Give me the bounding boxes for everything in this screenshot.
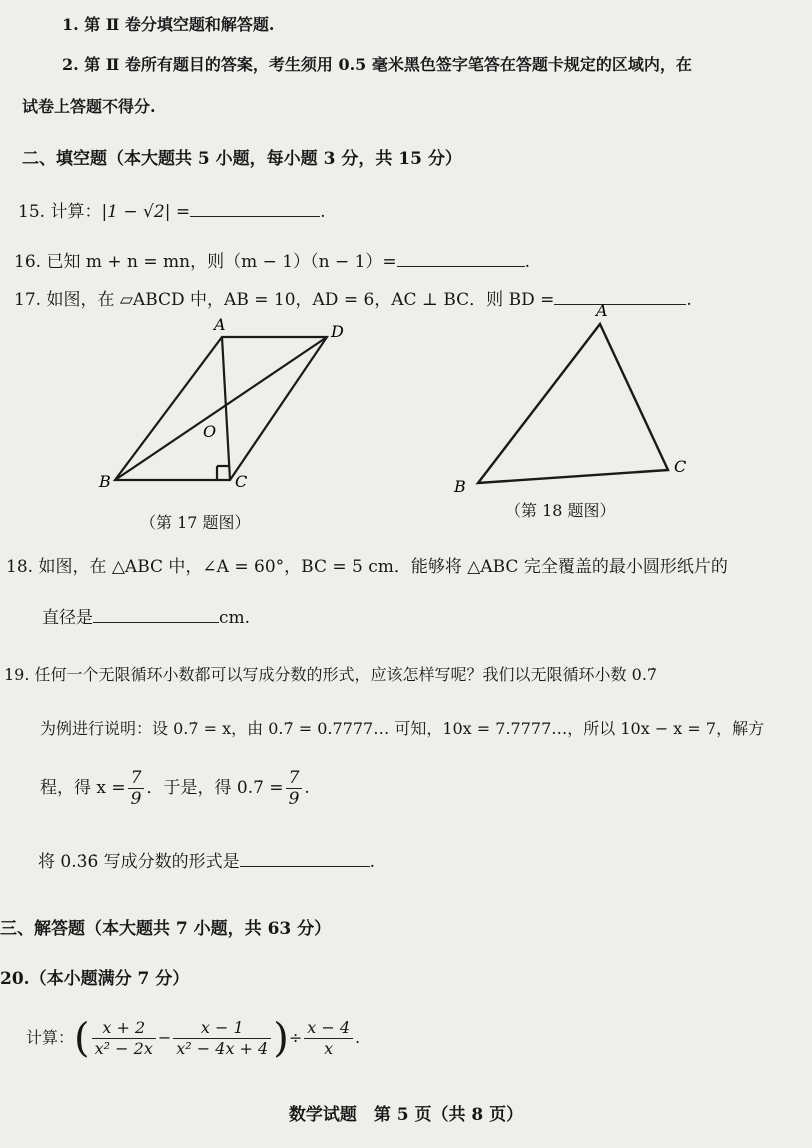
q16-answer-blank[interactable] — [397, 250, 525, 267]
q20-f3-den: x — [324, 1039, 334, 1058]
question-16 — [14, 250, 530, 273]
question-18-line-2 — [42, 606, 250, 629]
q20-fraction-2 — [173, 1018, 271, 1059]
q19-fraction-2 — [286, 768, 303, 809]
q20-text: 计算： — [26, 1028, 75, 1047]
q18-number: 18. — [6, 557, 34, 577]
fig18-label-a: A — [596, 301, 608, 320]
triangle-abc — [478, 324, 668, 483]
diagonal-bd — [115, 337, 327, 480]
q15-expression: |1 − √2| = — [101, 202, 191, 222]
section-3-heading — [0, 918, 331, 940]
fig17-label-o: O — [203, 422, 217, 441]
q19-fraction-1 — [128, 768, 145, 809]
q20-f2-den: x² − 4x + 4 — [176, 1039, 269, 1058]
q19-text-3a: 程，得 x = — [40, 778, 126, 798]
question-20-heading — [0, 968, 189, 990]
note-2: 2. 第 Ⅱ 卷所有题目的答案，考生须用 0.5 毫米黑色签字笔答在答题卡规定的区域内，在 — [62, 55, 692, 74]
diagonal-ac — [222, 337, 230, 480]
q19-text-3c: . — [304, 778, 310, 798]
fig18-label-c: C — [674, 457, 687, 476]
question-18-line-1 — [6, 556, 728, 578]
page-footer: 数学试题 第 5 页（共 8 页） — [288, 1105, 524, 1125]
q19-text-1: 任何一个无限循环小数都可以写成分数的形式，应该怎样写呢？我们以无限循环小数 0.7̇ — [34, 665, 658, 684]
q20-f1-num: x + 2 — [92, 1018, 156, 1039]
q16-text: 已知 m + n = mn，则（m − 1）（n − 1）= — [46, 252, 397, 272]
q17-text: 如图，在 ▱ABCD 中，AB = 10，AD = 6，AC ⊥ BC．则 BD = — [46, 290, 555, 310]
q19-tail: . — [369, 852, 376, 872]
note-3: 试卷上答题不得分. — [22, 97, 156, 116]
figure-17-parallelogram — [95, 315, 355, 495]
question-19-line-4 — [38, 850, 375, 873]
q17-tail: . — [686, 290, 692, 310]
q17-number: 17. — [14, 290, 42, 310]
q19-number: 19. — [4, 665, 30, 684]
fig17-label-a: A — [214, 315, 226, 334]
q15-answer-blank[interactable] — [190, 200, 320, 217]
section-2-desc: （本大题共 5 小题，每小题 3 分，共 15 分） — [107, 149, 462, 169]
question-19-line-2: 为例进行说明：设 0.7̇ = x，由 0.7̇ = 0.7777… 可知，10x = 7.7777…，所以 10x − x = 7，解方 — [40, 719, 765, 738]
q18-text-2: 直径是 — [42, 608, 93, 628]
section-2-heading — [22, 148, 462, 170]
q19-frac1-num: 7 — [128, 768, 145, 789]
section-3-desc: （本大题共 7 小题，共 63 分） — [85, 919, 332, 939]
q19-frac1-den: 9 — [130, 789, 142, 809]
q20-fraction-1 — [92, 1018, 156, 1059]
question-19-line-3 — [40, 768, 310, 818]
q20-minus: − — [157, 1028, 172, 1047]
q20-score: （本小题满分 7 分） — [29, 969, 190, 989]
q15-number: 15. — [18, 202, 46, 222]
q19-answer-blank[interactable] — [240, 850, 370, 867]
q20-number: 20. — [0, 969, 30, 989]
q16-tail: . — [524, 252, 531, 272]
fig17-label-c: C — [235, 472, 248, 491]
q20-divide: ÷ — [288, 1028, 303, 1047]
section-3-title: 三、解答题 — [0, 919, 85, 939]
q19-text-4: 将 0.3̇6̇ 写成分数的形式是 — [38, 852, 240, 872]
q19-frac2-den: 9 — [288, 789, 300, 809]
q18-text-1: 如图，在 △ABC 中，∠A = 60°，BC = 5 cm．能够将 △ABC 完全覆盖的最小圆形纸片的 — [38, 557, 728, 577]
question-20-expression: 计算：( $\frac{x + 2}{\text{x² − 2x}}$ − $\frac{x - 1}{\text{x² − 4x + 4}}$ )÷ $\frac{x - 4}{x}$ . — [26, 1015, 361, 1062]
section-2-title: 二、填空题 — [22, 149, 107, 169]
q18-unit: cm. — [219, 608, 251, 628]
fig17-label-b: B — [99, 472, 111, 491]
figure-18-triangle — [450, 300, 700, 500]
q20-fraction-3 — [304, 1018, 353, 1059]
q20-f2-num: x − 1 — [173, 1018, 271, 1039]
question-15: 15. 计算：|1 − √2| = . — [18, 202, 326, 222]
q20-f3-num: x − 4 — [304, 1018, 353, 1039]
q19-frac2-num: 7 — [286, 768, 303, 789]
figure-18-caption: （第 18 题图） — [505, 501, 616, 520]
q18-answer-blank[interactable] — [93, 606, 219, 623]
q20-f1-den: x² − 2x — [94, 1039, 153, 1058]
q20-end: . — [355, 1028, 361, 1047]
figure-17-caption: （第 17 题图） — [140, 513, 251, 532]
question-19-line-1 — [4, 664, 657, 686]
q19-text-3b: ．于是，得 0.7̇ = — [146, 778, 284, 798]
fig17-label-d: D — [331, 322, 344, 341]
q15-text: 计算： — [50, 202, 102, 222]
fig18-label-b: B — [454, 477, 466, 496]
note-1: 1. 第 Ⅱ 卷分填空题和解答题. — [62, 15, 275, 34]
q16-number: 16. — [14, 252, 42, 272]
